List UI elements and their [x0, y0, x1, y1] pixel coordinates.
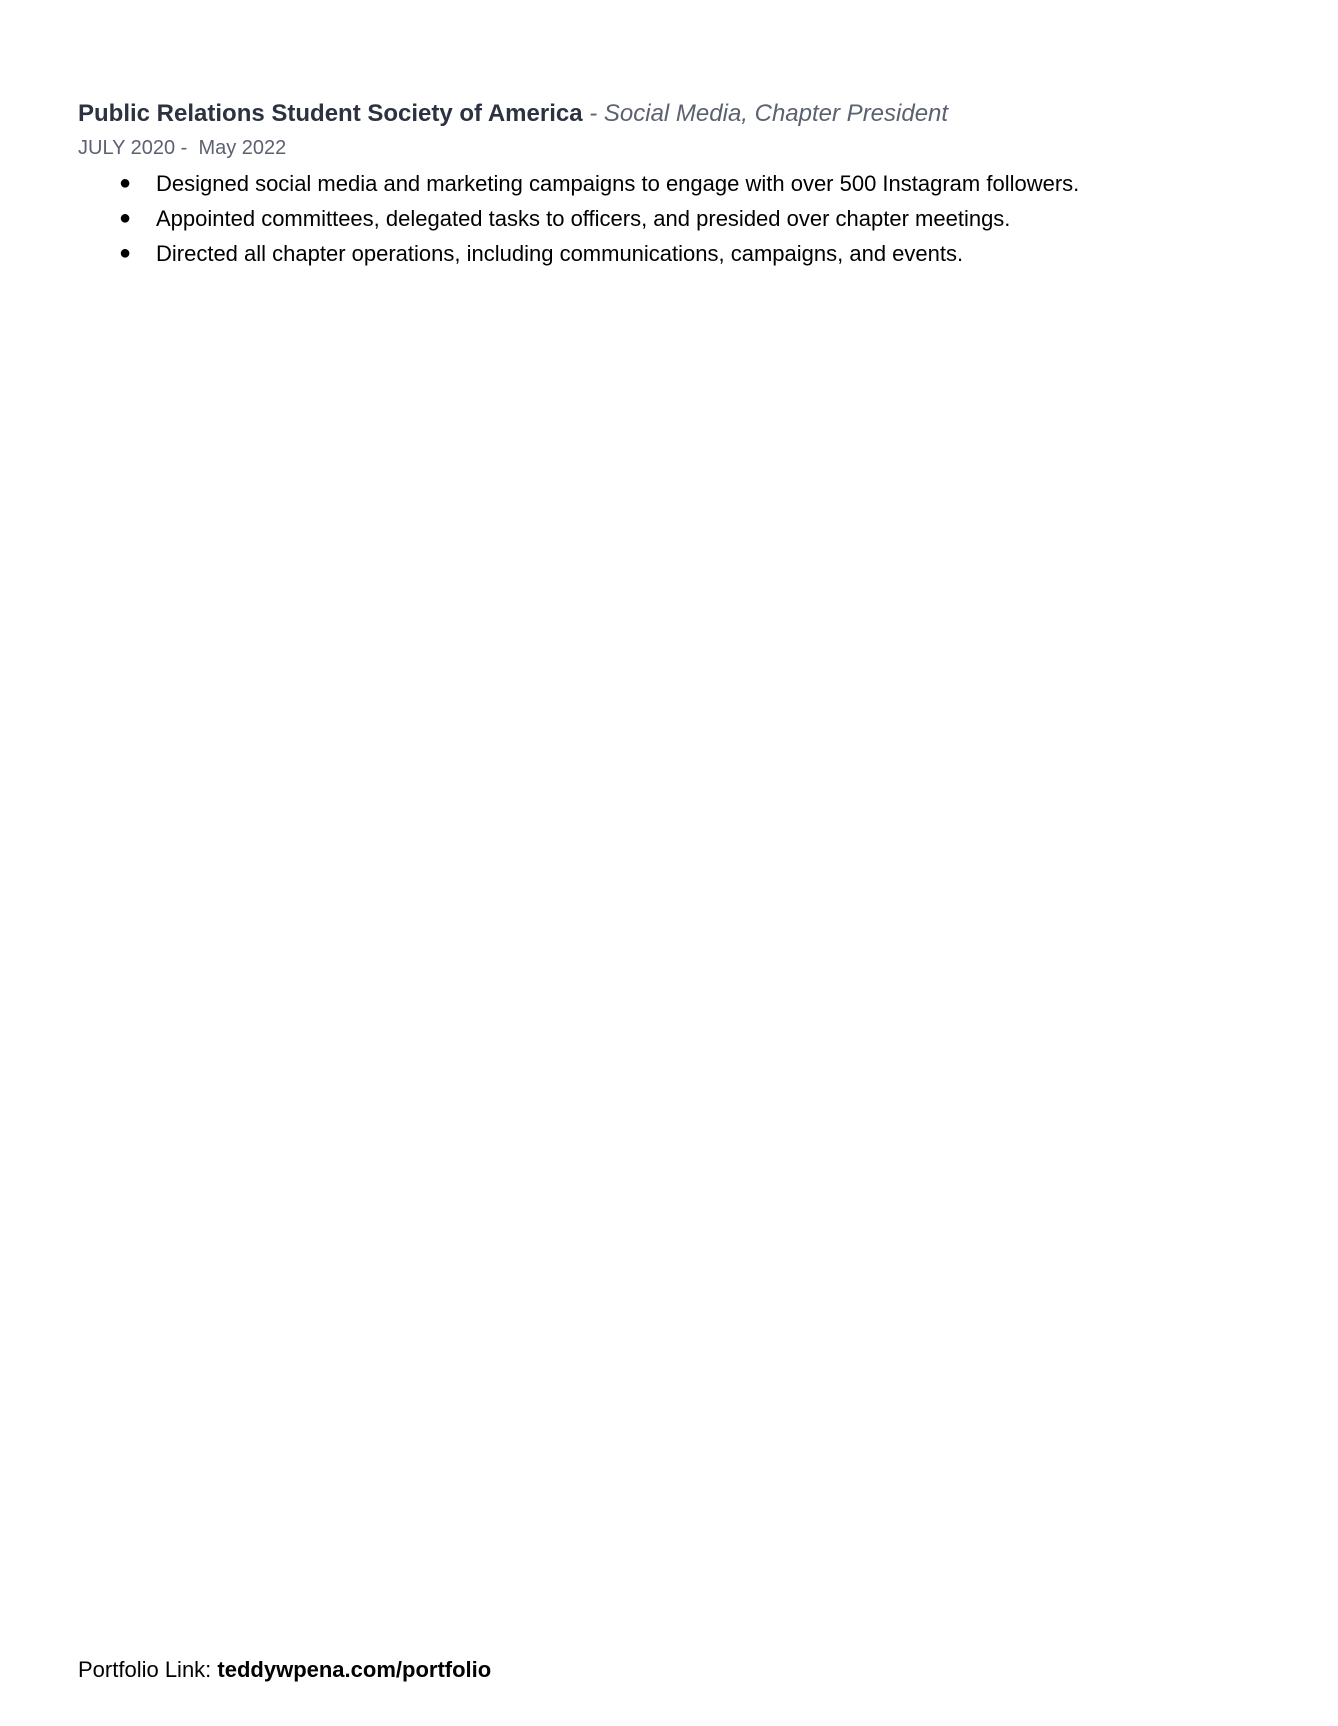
bullet-icon: ●: [119, 242, 132, 264]
bullet-icon: ●: [119, 172, 132, 194]
heading-separator: -: [582, 100, 604, 127]
bullet-icon: ●: [119, 207, 132, 229]
entry-dates: JULY 2020 - May 2022: [78, 137, 287, 159]
bullet-list: [78, 166, 1258, 271]
role-title: Social Media, Chapter President: [603, 100, 949, 127]
portfolio-label: Portfolio Link:: [78, 1657, 218, 1682]
organization-name: Public Relations Student Society of America: [78, 100, 583, 127]
bullet-text: Directed all chapter operations, including communications, campaigns, and events.: [156, 241, 964, 266]
list-item: [78, 166, 1258, 201]
list-item: [78, 236, 1258, 271]
experience-entry: [78, 96, 1258, 271]
portfolio-link[interactable]: teddywpena.com/portfolio: [217, 1657, 492, 1682]
list-item: [78, 201, 1258, 236]
portfolio-footer: [78, 1654, 491, 1686]
bullet-text: Appointed committees, delegated tasks to officers, and presided over chapter meetings.: [156, 206, 1011, 231]
bullet-text: Designed social media and marketing campaigns to engage with over 500 Instagram followers.: [156, 171, 1080, 196]
entry-heading: [78, 96, 1258, 132]
